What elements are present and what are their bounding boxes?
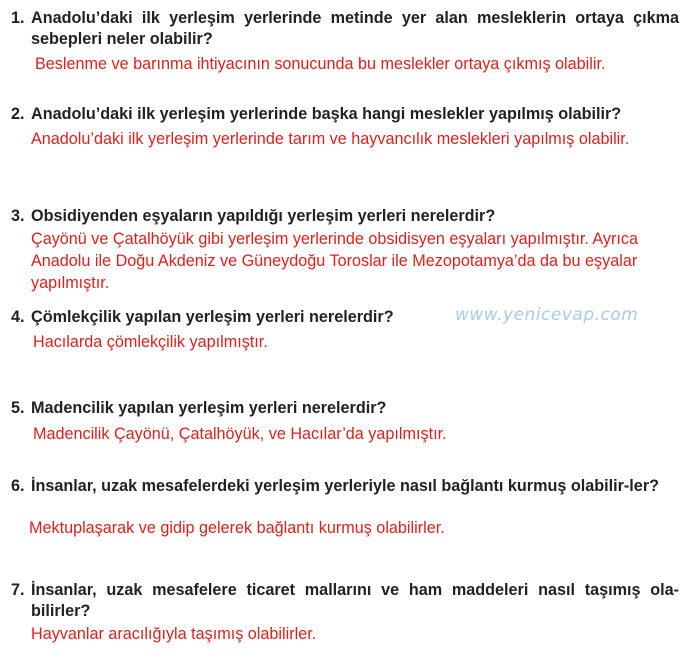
question-number: 1. [11,9,25,27]
answer-4: Hacılarda çömlekçilik yapılmıştır. [33,333,268,351]
question-number: 4. [11,308,25,326]
answer-7: Hayvanlar aracılığıyla taşımış olabilirler. [31,625,317,643]
answer-1: Beslenme ve barınma ihtiyacının sonucunda bu meslekler ortaya çıkmış olabilir. [35,55,606,73]
question-1 [11,8,679,50]
question-number: 3. [11,207,25,225]
question-text: İnsanlar, uzak mesafelerdeki yerleşim yerleriyle nasıl bağlantı kurmuş olabilir-ler? [31,477,659,495]
question-text: Çömlekçilik yapılan yerleşim yerleri nerelerdir? [31,308,394,326]
watermark: www.yenicevap.com [455,305,639,325]
question-text: İnsanlar, uzak mesafelere ticaret mallarını ve ham maddeleri nasıl taşımış ola-bilirler? [31,581,679,620]
answer-2: Anadolu’daki ilk yerleşim yerlerinde tarım ve hayvancılık meslekleri yapılmış olabilir. [31,130,630,148]
question-5 [11,398,679,419]
question-number: 7. [11,581,25,599]
answer-5: Madencilik Çayönü, Çatalhöyük, ve Hacılar’da yapılmıştır. [33,425,447,443]
question-7 [11,580,679,622]
question-number: 5. [11,399,25,417]
answer-6: Mektuplaşarak ve gidip gelerek bağlantı kurmuş olabilirler. [29,519,445,537]
question-text: Anadolu’daki ilk yerleşim yerlerinde başka hangi meslekler yapılmış olabilir? [31,105,622,123]
question-text: Madencilik yapılan yerleşim yerleri nerelerdir? [31,399,387,417]
question-text: Anadolu’daki ilk yerleşim yerlerinde metinde yer alan mesleklerin ortaya çıkma sebepleri neler olabilir? [31,9,679,48]
question-2 [11,104,679,125]
question-number: 2. [11,105,25,123]
answer-3: Çayönü ve Çatalhöyük gibi yerleşim yerlerinde obsidisyen eşyaları yapılmıştır. Ayrıca Anadolu ile Doğu Akdeniz ve Güneydoğu Toroslar ile Mezopotamya’da da bu eşyalar yapılmıştır. [31,230,639,292]
question-6 [11,476,679,497]
question-number: 6. [11,477,25,495]
question-3 [11,206,679,227]
question-text: Obsidiyenden eşyaların yapıldığı yerleşim yerleri nerelerdir? [31,207,496,225]
